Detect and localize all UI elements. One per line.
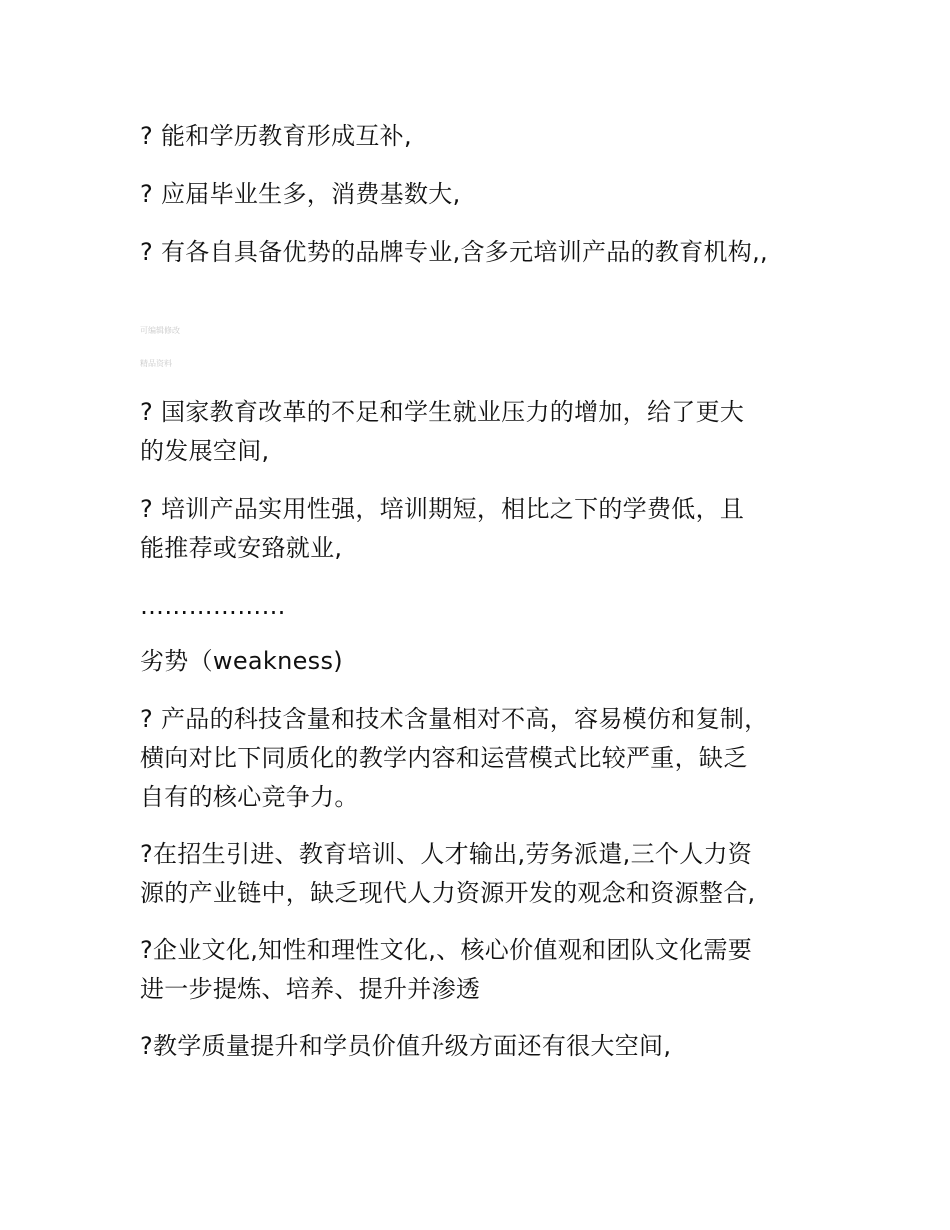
ellipsis: ……………… <box>140 592 286 620</box>
strength-item-practical-line-1: ? 培训产品实用性强，培训期短，相比之下的学费低，且 <box>140 495 745 523</box>
section-heading-weakness: 劣势（weakness) <box>140 647 343 675</box>
weakness-item-tech-line-2: 横向对比下同质化的教学内容和运营模式比较严重，缺乏 <box>140 744 748 772</box>
strength-item-brand: ? 有各自具备优势的品牌专业,含多元培训产品的教育机构,, <box>140 238 768 266</box>
weakness-item-tech-line-1: ? 产品的科技含量和技术含量相对不高，容易模仿和复制， <box>140 705 769 733</box>
weakness-item-chain-line-2: 源的产业链中，缺乏现代人力资源开发的观念和资源整合, <box>140 879 756 907</box>
strength-item-practical-line-2: 能推荐或安臵就业, <box>140 534 343 562</box>
watermark-selected: 精品资料 <box>140 359 172 368</box>
strength-item-complement: ? 能和学历教育形成互补, <box>140 122 412 150</box>
watermark-editable: 可编辑修改 <box>140 326 180 335</box>
weakness-item-culture-line-1: ?企业文化,知性和理性文化,、核心价值观和团队文化需要 <box>140 936 753 964</box>
weakness-item-culture-line-2: 进一步提炼、培养、提升并渗透 <box>140 975 481 1003</box>
weakness-item-tech-line-3: 自有的核心竞争力。 <box>140 783 359 811</box>
strength-item-reform-line-2: 的发展空间, <box>140 437 270 465</box>
strength-item-reform-line-1: ? 国家教育改革的不足和学生就业压力的增加，给了更大 <box>140 398 745 426</box>
weakness-item-chain-line-1: ?在招生引进、教育培训、人才输出,劳务派遣,三个人力资 <box>140 840 753 868</box>
weakness-item-quality: ?教学质量提升和学员价值升级方面还有很大空间, <box>140 1032 672 1060</box>
strength-item-graduates: ? 应届毕业生多，消费基数大, <box>140 180 461 208</box>
